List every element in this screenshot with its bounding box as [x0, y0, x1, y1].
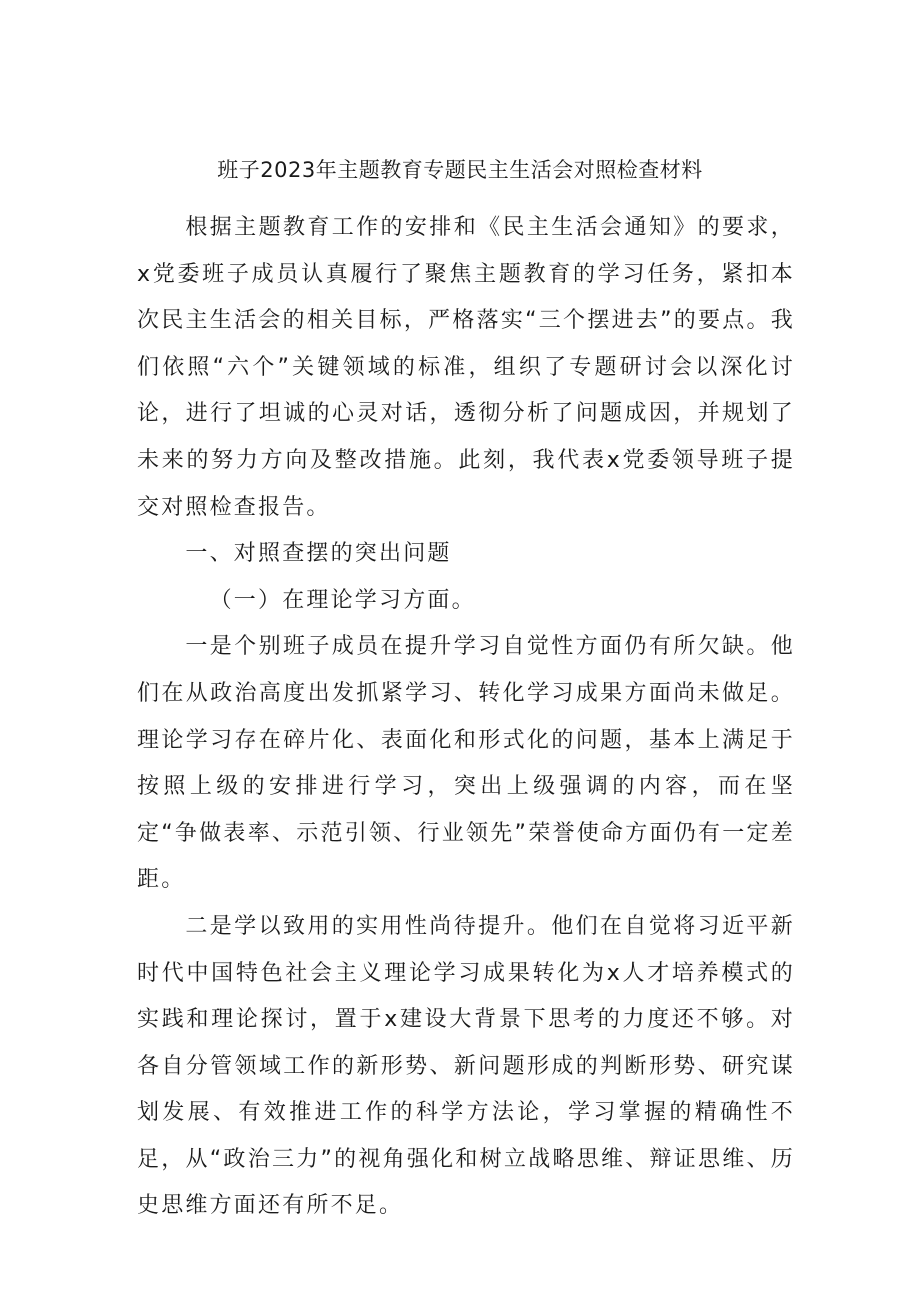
- document-title: 班子2023年主题教育专题民主生活会对照检查材料: [217, 158, 703, 182]
- subsection-heading-1: （一）在理论学习方面。: [209, 587, 476, 613]
- point-paragraph-2: 二是学以致用的实用性尚待提升。他们在自觉将习近平新时代中国特色社会主义理论学习成果转化为x人才培养模式的实践和理论探讨，置于x建设大背景下思考的力度还不够。对各自分管领域工作的新形势、新问题形成的判断形势、研究谋划发展、有效推进工作的科学方法论，学习掌握的精确性不足，从“政治三力”的视角强化和树立战略思维、辩证思维、历史思维方面还有所不足。: [137, 913, 795, 1219]
- section-heading-1: 一、对照查摆的突出问题: [185, 541, 452, 567]
- intro-paragraph: 根据主题教育工作的安排和《民主生活会通知》的要求，x党委班子成员认真履行了聚焦主题教育的学习任务，紧扣本次民主生活会的相关目标，严格落实“三个摆进去”的要点。我们依照“六个”关键领域的标准，组织了专题研讨会以深化讨论，进行了坦诚的心灵对话，透彻分析了问题成因，并规划了未来的努力方向及整改措施。此刻，我代表x党委领导班子提交对照检查报告。: [137, 215, 795, 520]
- document-body: [137, 205, 795, 1230]
- point-paragraph-1: 一是个别班子成员在提升学习自觉性方面仍有所欠缺。他们在从政治高度出发抓紧学习、转化学习成果方面尚未做足。理论学习存在碎片化、表面化和形式化的问题，基本上满足于按照上级的安排进行学习，突出上级强调的内容，而在坚定“争做表率、示范引领、行业领先”荣誉使命方面仍有一定差距。: [137, 634, 795, 893]
